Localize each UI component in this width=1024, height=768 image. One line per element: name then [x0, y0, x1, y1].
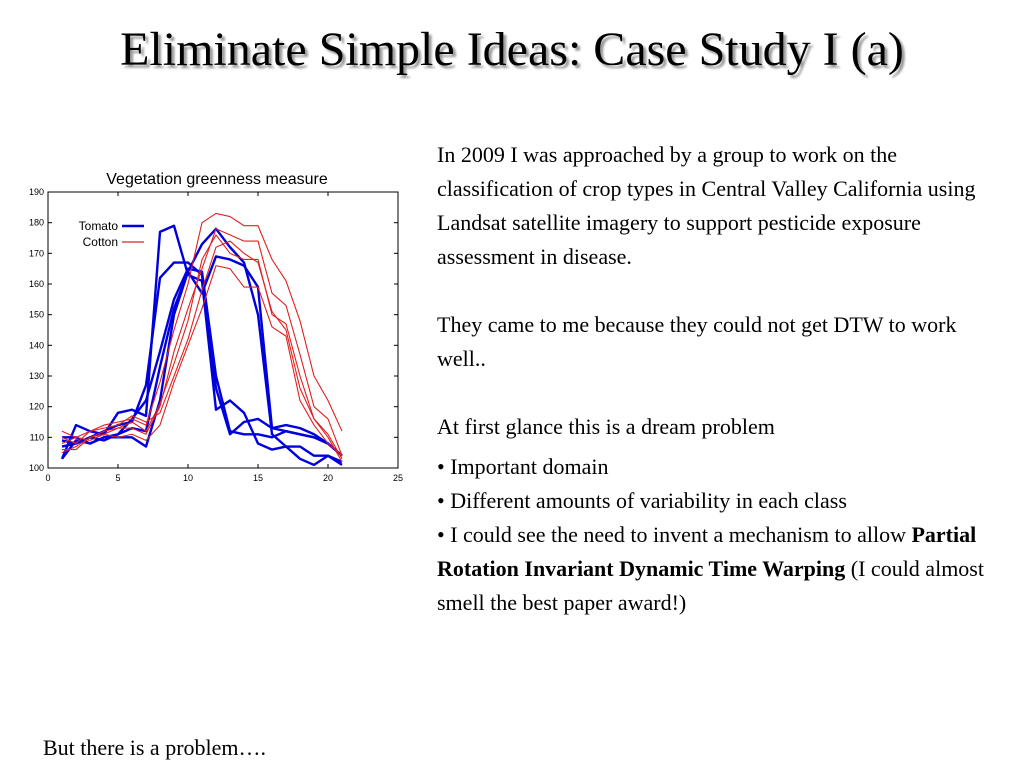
x-tick-label: 25	[392, 473, 404, 483]
chart-title: Vegetation greenness measure	[106, 171, 328, 188]
bullet-mechanism-bold: Partial Rotation Invariant Dynamic Time Warping	[437, 522, 977, 581]
bullet-mechanism-prefix: • I could see the need to invent a mechanism to allow	[437, 522, 912, 547]
bullet-mechanism	[437, 518, 1007, 620]
paragraph-reason: They came to me because they could not get DTW to work well..	[437, 312, 957, 371]
x-tick-label: 10	[182, 473, 194, 483]
chart-svg	[0, 160, 420, 490]
y-tick-label: 170	[28, 248, 44, 259]
series-lines	[62, 213, 342, 464]
paragraph-intro: In 2009 I was approached by a group to work on the classification of crop types in Central Valley California using Landsat satellite imagery to support pesticide exposure assessment in disease.	[437, 142, 976, 269]
x-tick-label: 5	[115, 473, 121, 483]
bullet-mechanism-suffix: (I could almost smell the best paper award!)	[437, 556, 984, 615]
bullet-important-domain: • Important domain	[437, 454, 609, 479]
y-tick-label: 150	[28, 309, 44, 320]
y-tick-label: 140	[28, 340, 44, 351]
y-tick-label: 130	[28, 371, 44, 381]
x-tick-label: 0	[45, 473, 51, 483]
chart-legend	[79, 219, 144, 249]
x-tick-label: 20	[322, 473, 334, 483]
tomato-series-line-3	[62, 229, 342, 465]
bottom-note: But there is a problem….	[43, 735, 267, 760]
y-tick-label: 120	[28, 401, 44, 412]
y-tick-label: 100	[28, 463, 44, 473]
text-column	[437, 138, 1007, 620]
y-tick-label: 180	[28, 217, 44, 228]
x-tick-label: 15	[252, 473, 264, 483]
y-tick-label: 160	[28, 279, 44, 289]
slide-title: Eliminate Simple Ideas: Case Study I (a)	[120, 23, 904, 76]
y-tick-label: 190	[28, 187, 44, 197]
paragraph-dream: At first glance this is a dream problem	[437, 414, 775, 439]
vegetation-chart	[0, 160, 420, 490]
y-tick-label: 110	[29, 432, 44, 443]
bullet-variability: • Different amounts of variability in each class	[437, 488, 847, 513]
legend-label-cotton: Cotton	[82, 235, 118, 249]
cotton-series-line-6	[62, 229, 342, 456]
legend-label-tomato: Tomato	[78, 219, 118, 233]
